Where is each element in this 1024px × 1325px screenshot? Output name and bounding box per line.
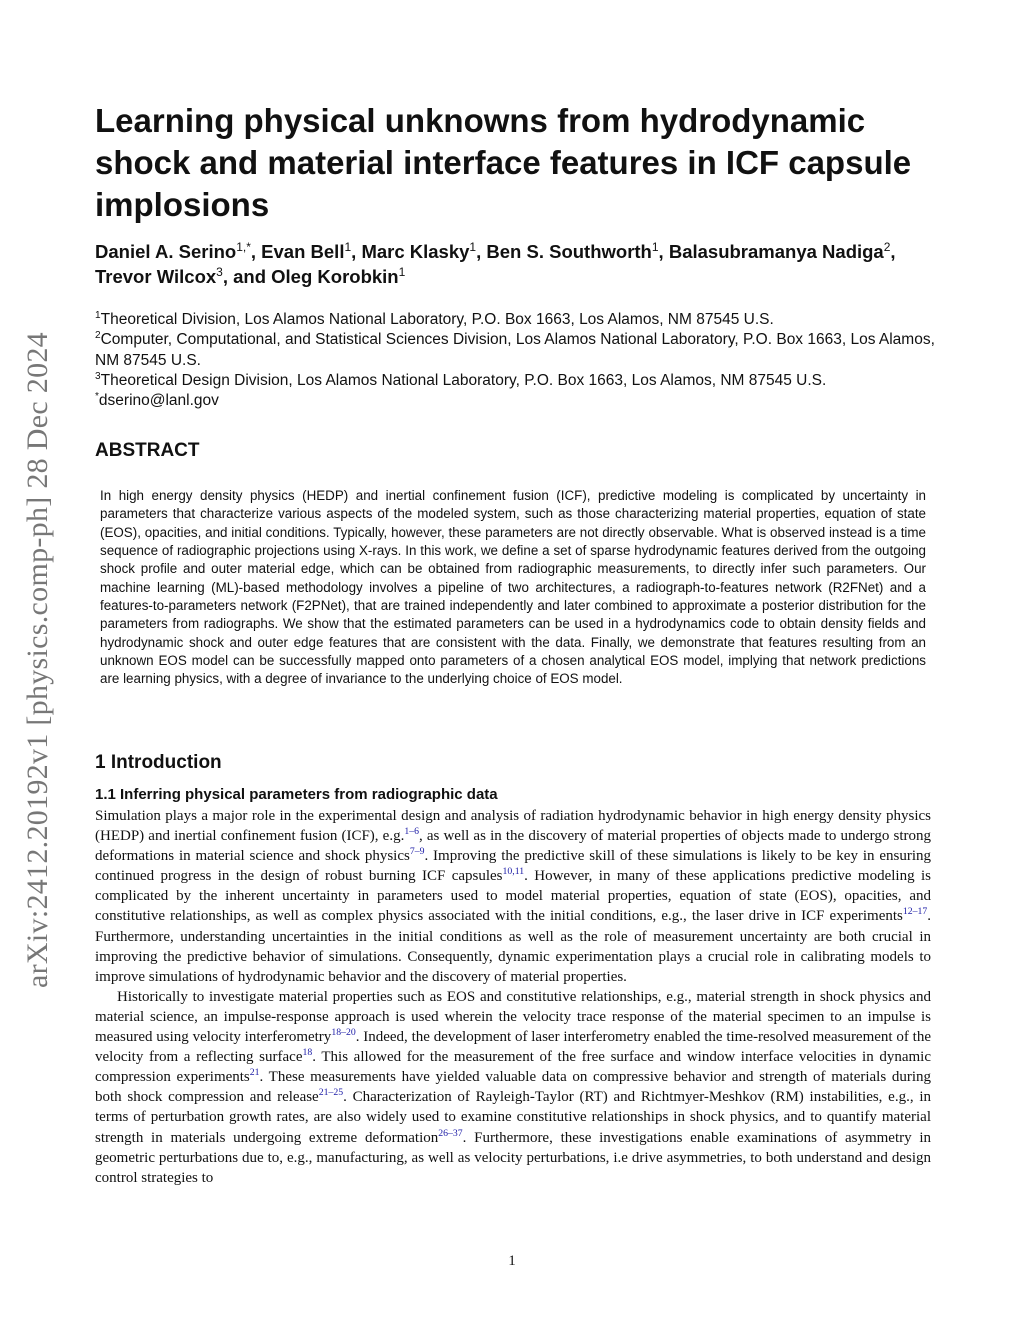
body-text-run: . Improving the predictive skill of these simulations is likely to be key in ensuring continued progress in the design of robust burning ICF capsules xyxy=(95,848,931,885)
author-separator: , xyxy=(250,241,262,262)
citation-link[interactable]: 21–25 xyxy=(318,1087,344,1099)
author-name: Daniel A. Serino xyxy=(95,241,237,262)
citation-link[interactable]: 12–17 xyxy=(902,906,928,918)
affiliation-mark: 2 xyxy=(95,330,101,342)
body-text xyxy=(95,806,931,1188)
author-name: Evan Bell xyxy=(261,241,345,262)
author-separator: , xyxy=(890,241,896,262)
affiliation-mark: 3 xyxy=(95,370,101,382)
author-name: Oleg Korobkin xyxy=(271,266,399,287)
author-affiliation-mark: 1 xyxy=(398,264,406,279)
affiliation-text: Theoretical Design Division, Los Alamos National Laboratory, P.O. Box 1663, Los Alamos, NM 87545 U.S. xyxy=(100,371,827,389)
body-text-run: . However, in many of these applications predictive modeling is complicated by the inherent uncertainty in parameters used to model material properties, equation of state (EOS), opacities, and constitutive relationships, as well as complex physics associated with the initial conditions, e.g., the laser drive in ICF experiments xyxy=(95,868,931,925)
author-name: Ben S. Southworth xyxy=(486,241,652,262)
body-text-run: . This allowed for the measurement of the free surface and window interface velocities in dynamic compression experiments xyxy=(95,1049,931,1086)
citation-link[interactable]: 26–37 xyxy=(438,1127,463,1139)
affiliation-text: dserino@lanl.gov xyxy=(98,392,219,410)
citation-link[interactable]: 1–6 xyxy=(404,826,419,838)
affiliation-mark: * xyxy=(95,391,99,403)
page-number: 1 xyxy=(508,1253,516,1269)
affiliation-line xyxy=(95,330,935,371)
citation-link[interactable]: 7–9 xyxy=(409,846,425,858)
paper-title: Learning physical unknowns from hydrodynamic shock and material interface features in ICF capsule implosions xyxy=(95,102,912,223)
body-text-run: . These measurements have yielded valuable data on compressive behavior and strength of materials during both shock compression and release xyxy=(95,1069,931,1106)
author-affiliation-mark: 3 xyxy=(216,264,223,279)
arxiv-identifier-stamp xyxy=(8,290,68,1030)
affiliation-text: Computer, Computational, and Statistical Sciences Division, Los Alamos National Laboratory, P.O. Box 1663, Los Alamos, NM 87545 U.S. xyxy=(95,331,935,369)
author-name: Balasubramanya Nadiga xyxy=(668,241,884,262)
author-list xyxy=(95,239,935,289)
affiliation-line xyxy=(95,310,935,330)
citation-link[interactable]: 10,11 xyxy=(502,866,525,878)
affiliation-text: Theoretical Division, Los Alamos National Laboratory, P.O. Box 1663, Los Alamos, NM 87545 U.S. xyxy=(100,311,774,328)
citation-link[interactable]: 18–20 xyxy=(331,1027,356,1039)
body-text-run: Simulation plays a major role in the experimental design and analysis of radiation hydrodynamic behavior in high energy density physics (HEDP) and inertial confinement fusion (ICF), e.g. xyxy=(95,808,931,845)
author-affiliation-mark: 1 xyxy=(651,239,659,254)
body-paragraph xyxy=(95,806,931,987)
affiliation-line xyxy=(95,371,935,391)
citation-link[interactable]: 21 xyxy=(249,1067,260,1079)
author-name: Trevor Wilcox xyxy=(95,266,217,287)
body-text-run: , as well as in the discovery of material properties of objects made to undergo strong deformations in material science and shock physics xyxy=(95,828,931,865)
body-text-run: . Characterization of Rayleigh-Taylor (RT) and Richtmyer-Meshkov (RM) instabilities, e.g., in terms of perturbation growth rates, are also widely used to examine constitutive relationships in shock physics, and to quantify material strength in materials undergoing extreme deformation xyxy=(95,1089,931,1146)
body-text-run: . Furthermore, these investigations enable examinations of asymmetry in geometric perturbations due to, e.g., manufacturing, as well as velocity perturbations, i.e drive asymmetries, to both understand and design control strategies to xyxy=(95,1129,931,1186)
arxiv-stamp-text: arXiv:2412.20192v1 [physics.comp-ph] 28 Dec 2024 xyxy=(21,332,54,988)
author-affiliation-mark: 1 xyxy=(344,239,352,254)
body-text-run: . Furthermore, understanding uncertainties in the initial conditions as well as the role of measurement uncertainty are both crucial in improving the predictive behavior of simulations. Consequently, dynamic experimentation plays a crucial role in calibrating models to improve simulations of hydrodynamic behavior and the discovery of material properties. xyxy=(95,908,931,985)
section-heading-introduction: 1 Introduction xyxy=(95,752,222,773)
author-affiliation-mark: 1,* xyxy=(236,239,251,254)
affiliation-mark: 1 xyxy=(95,309,101,321)
abstract-text: In high energy density physics (HEDP) and inertial confinement fusion (ICF), predictive modeling is complicated by uncertainty in parameters that characterize various aspects of the modeled system, such as those characterizing material properties, equation of state (EOS), opacities, and initial conditions. Typically, however, these parameters are not directly observable. What is observed instead is a time sequence of radiographic projections using X-rays. In this work, we define a set of sparse hydrodynamic features derived from the outgoing shock profile and outer material edge, which can be obtained from radiographic measurements, to directly infer such parameters. Our machine learning (ML)-based methodology involves a pipeline of two architectures, a radiograph-to-features network (R2FNet) and a features-to-parameters network (F2PNet), that are trained independently and later combined to approximate a posterior distribution for the parameters from radiographs. We show that the estimated parameters can be used in a hydrodynamics code to obtain density fields and hydrodynamic shock and outer edge features that are consistent with the data. Finally, we demonstrate that features resulting from an unknown EOS model can be successfully mapped onto parameters of a chosen analytical EOS model, implying that network predictions are learning physics, with a degree of invariance to the underlying choice of EOS model. xyxy=(100,488,926,687)
author-name: Marc Klasky xyxy=(361,241,470,262)
author-separator: , xyxy=(658,241,669,262)
author-affiliation-mark: 2 xyxy=(883,239,891,254)
author-separator: , xyxy=(476,241,487,262)
citation-link[interactable]: 18 xyxy=(302,1047,313,1059)
author-affiliation-mark: 1 xyxy=(469,239,477,254)
body-text-run: . Indeed, the development of laser interferometry enabled the time-resolved measurement of the velocity from a reflecting surface xyxy=(95,1029,931,1066)
body-paragraph xyxy=(95,987,931,1188)
author-separator: , and xyxy=(222,266,272,287)
affiliation-list xyxy=(95,310,935,411)
abstract-heading: ABSTRACT xyxy=(95,440,200,461)
body-text-run: Historically to investigate material properties such as EOS and constitutive relationships, e.g., material strength in shock physics and material science, an impulse-response approach is used wherein the velocity trace response of the material specimen to an impulse is measured using velocity interferometry xyxy=(95,988,931,1046)
author-separator: , xyxy=(351,241,362,262)
corresponding-email[interactable] xyxy=(95,391,935,411)
subsection-heading: 1.1 Inferring physical parameters from radiographic data xyxy=(95,786,498,803)
